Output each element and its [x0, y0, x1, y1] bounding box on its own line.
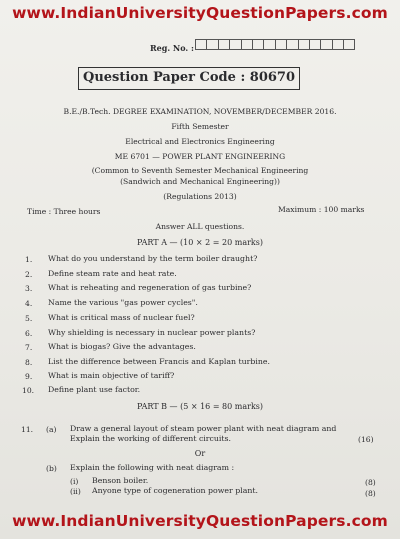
q-number: 9.: [25, 372, 33, 381]
q-number: 1.: [25, 255, 33, 264]
q-item-label: (i): [70, 477, 79, 486]
part-b-title: PART B — (5 × 16 = 80 marks): [136, 402, 264, 411]
q-item-label: (ii): [70, 487, 81, 496]
q-text: What is main objective of tariff?: [48, 371, 175, 380]
q-marks: (8): [365, 478, 376, 487]
q-number: 11.: [21, 425, 34, 434]
common-line-1: (Common to Seventh Semester Mechanical Engineering: [91, 166, 309, 175]
q-number: 10.: [22, 386, 35, 395]
q-marks: (16): [358, 435, 374, 444]
q-text: What is reheating and regeneration of gas turbine?: [48, 283, 252, 292]
q-number: 4.: [25, 299, 33, 308]
watermark-top: www.IndianUniversityQuestionPapers.com: [12, 4, 388, 22]
q-text: Name the various "gas power cycles".: [48, 298, 198, 307]
q-text: Explain the working of different circuits.: [70, 434, 232, 443]
q-sub-label: (a): [46, 425, 57, 434]
q-text: List the difference between Francis and Kaplan turbine.: [48, 357, 271, 366]
q-text: Benson boiler.: [92, 476, 149, 485]
subject: ME 6701 — POWER PLANT ENGINEERING: [114, 152, 286, 161]
q-number: 3.: [25, 284, 33, 293]
q-marks: (8): [365, 489, 376, 498]
q-text: Explain the following with neat diagram :: [70, 463, 235, 472]
common-line-2: (Sandwich and Mechanical Engineering)): [120, 177, 280, 186]
q-text: Draw a general layout of steam power plant with neat diagram and: [70, 424, 337, 433]
question-paper-code: Question Paper Code : 80670: [78, 67, 300, 90]
watermark-bottom: www.IndianUniversityQuestionPapers.com: [12, 512, 388, 530]
q-text: Define plant use factor.: [48, 385, 141, 394]
time-label: Time : Three hours: [27, 207, 101, 216]
q-sub-label: (b): [46, 464, 57, 473]
reg-no-boxes: [196, 39, 355, 50]
semester: Fifth Semester: [171, 122, 229, 131]
q-text: Define steam rate and heat rate.: [48, 269, 177, 278]
q-number: 5.: [25, 314, 33, 323]
q-text: What is critical mass of nuclear fuel?: [48, 313, 195, 322]
q-number: 7.: [25, 343, 33, 352]
instruction: Answer ALL questions.: [155, 222, 245, 231]
q-text: What is biogas? Give the advantages.: [48, 342, 196, 351]
q-number: 6.: [25, 329, 33, 338]
exam-title: B.E./B.Tech. DEGREE EXAMINATION, NOVEMBER/DECEMBER 2016.: [63, 107, 337, 116]
q-text: Why shielding is necessary in nuclear power plants?: [48, 328, 256, 337]
reg-no-label: Reg. No. :: [150, 43, 194, 53]
q-text: What do you understand by the term boiler draught?: [48, 254, 258, 263]
part-a-title: PART A — (10 × 2 = 20 marks): [137, 238, 263, 247]
q-text: Anyone type of cogeneration power plant.: [92, 486, 258, 495]
or-separator: Or: [194, 449, 206, 458]
q-number: 8.: [25, 358, 33, 367]
regulations: (Regulations 2013): [163, 192, 237, 201]
department: Electrical and Electronics Engineering: [125, 137, 275, 146]
q-number: 2.: [25, 270, 33, 279]
max-marks-label: Maximum : 100 marks: [278, 205, 365, 214]
